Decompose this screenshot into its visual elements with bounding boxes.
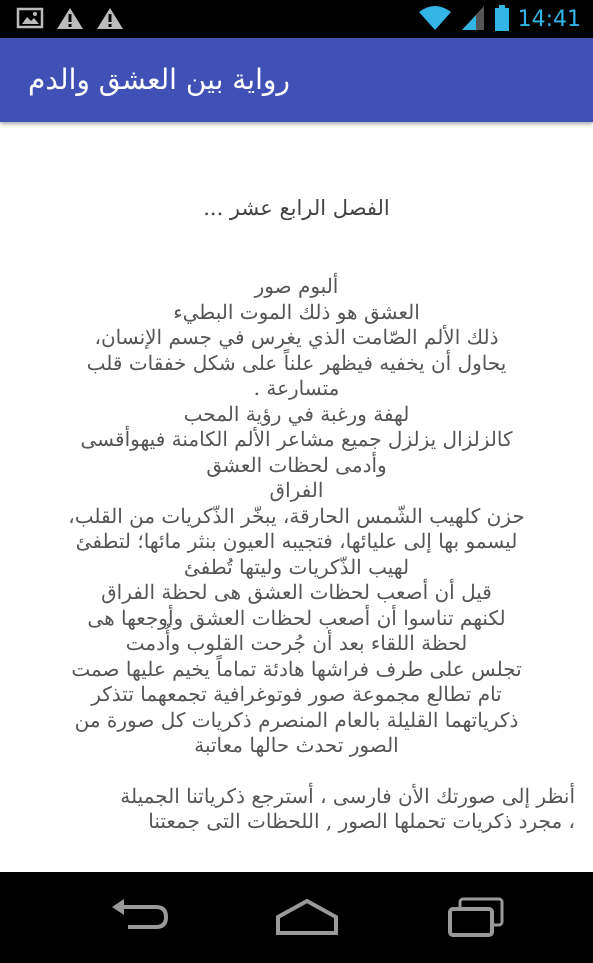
- home-button[interactable]: [267, 894, 347, 944]
- recent-apps-icon: [444, 895, 508, 943]
- wifi-icon: [418, 4, 452, 36]
- text-line: تجلس على طرف فراشها هادئة تماماً يخيم عليها صمت: [71, 656, 522, 681]
- text-line: يحاول أن يخفيه فيظهر علناً على شكل خفقات قلب: [86, 350, 507, 375]
- image-icon: [16, 6, 44, 34]
- text-line: حزن كلهيب الشّمس الحارقة، يبخّر الذّكريات من القلب،: [68, 503, 525, 528]
- text-line: الصور تحدث حالها معاتبة: [194, 733, 399, 757]
- story-text: [18, 274, 575, 835]
- text-line: متسارعة .: [253, 376, 340, 400]
- text-line: وأدمى لحظات العشق: [206, 452, 387, 477]
- text-line: كالزلزال يزلزل جميع مشاعر الألم الكامنة فيهوأقسى: [80, 427, 513, 451]
- signal-icon: [460, 4, 486, 36]
- text-line: لهفة ورغبة في رؤية المحب: [183, 401, 410, 426]
- home-icon: [272, 895, 342, 943]
- text-line: ذكرياتهما القليلة بالعام المنصرم ذكريات كل صورة من: [74, 707, 519, 732]
- back-button[interactable]: [98, 894, 178, 944]
- system-icons: [418, 4, 581, 36]
- app-bar: [0, 38, 593, 122]
- recent-apps-button[interactable]: [436, 894, 516, 944]
- text-line: قيل أن أصعب لحظات العشق هى لحظة الفراق: [101, 580, 492, 604]
- notification-icons: [16, 6, 124, 34]
- text-line: أنظر إلى صورتك الأن فارسى ، أسترجع ذكرياتنا الجميلة: [120, 783, 575, 808]
- text-line: الفراق: [269, 478, 324, 502]
- text-line: لهيب الذّكريات وليتها تُطفئ: [183, 554, 410, 579]
- text-line: العشق هو ذلك الموت البطيء: [173, 299, 420, 324]
- navigation-bar: [0, 872, 593, 963]
- text-line: تام تطالع مجموعة صور فوتوغرافية تجمعهما تتذكر: [91, 682, 502, 706]
- text-line: لحظة اللقاء بعد أن جُرحت القلوب وأُدمت: [125, 631, 468, 655]
- app-title: رواية بين العشق والدم: [28, 63, 290, 96]
- chapter-title: الفصل الرابع عشر ...: [203, 196, 390, 220]
- text-line: ليسمو بها إلى عليائها، فتجيبه العيون بنثر مائها؛ لتطفئ: [75, 529, 518, 553]
- text-line: ألبوم صور: [254, 274, 339, 298]
- warning-icon: [56, 6, 84, 34]
- back-icon: [106, 895, 170, 943]
- text-line: ذلك الألم الصّامت الذي يغرس في جسم الإنسان،: [94, 325, 499, 349]
- status-bar: [0, 0, 593, 38]
- clock: 14:41: [517, 7, 581, 32]
- text-line: لكنهم تناسوا أن أصعب لحظات العشق وأوجعها هى: [87, 605, 506, 630]
- chapter-content[interactable]: [0, 122, 593, 872]
- paragraph-gap: [18, 759, 575, 784]
- warning-icon: [96, 6, 124, 34]
- text-line: ، مجرد ذكريات تحملها الصور , اللحظات التى جمعتنا: [148, 809, 575, 833]
- battery-icon: [494, 4, 510, 36]
